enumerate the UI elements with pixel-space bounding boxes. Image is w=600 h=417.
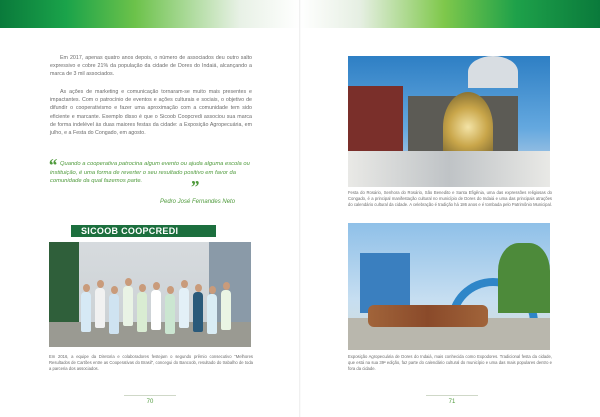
photo-sign — [71, 225, 216, 237]
person — [179, 288, 189, 328]
person — [109, 294, 119, 334]
left-header-band — [0, 0, 300, 28]
page-number-left: 70 — [140, 399, 160, 405]
person — [95, 288, 105, 328]
person-head — [223, 282, 230, 290]
quote-author: Pedro José Fernandes Neto — [160, 199, 236, 205]
person-head — [139, 284, 146, 292]
person-head — [97, 280, 104, 288]
photo-water-tower — [468, 56, 518, 88]
person-head — [195, 284, 202, 292]
photo-crowd — [348, 151, 550, 187]
expodores-caption: Exposição Agropecuária de Dores do Indaiá, mais conhecida como Expodores. Tradicional festa da cidade, que está na sua 39ª edição, faz parte do calendário cultural do município e uma das mais populares dentro e fora da cidade. — [348, 354, 552, 371]
right-page — [300, 0, 600, 417]
person-head — [209, 286, 216, 294]
photo-building-blue — [360, 253, 410, 313]
person — [193, 292, 203, 332]
paragraph-1 — [50, 54, 252, 79]
photo-trees — [498, 243, 550, 313]
person — [207, 294, 217, 334]
congado-caption: Festa do Rosário, Senhora do Rosário, São Benedito e Santa Efigênia, uma das expressões religiosas do Congado, é a principal manifestação cultural no município de Dores do Indaiá e uma das principais atrações do calendário cultural da cidade. A celebração é tradição há 186 anos e é tombada pelo Patrimônio Municipal. — [348, 190, 552, 207]
left-photo-caption: Em 2016, a equipe da Diretoria e colaboradores festejam o segundo prêmio consecutivo "Melhores Resultados de Cartões entre as Cooperativas do Brasil", concegui do Bancoob, resultado do trabalho de toda a parceria dos associados. — [49, 354, 253, 371]
person-head — [125, 278, 132, 286]
paragraph-2-text: As ações de marketing e comunicação tornaram-se muito mais presentes e impactantes. Com o patrocínio de eventos e ações culturais e sociais, o objetivo de difundir o cooperativismo e fazer uma aproximação com a comunidade tem sido eficiente e marcante. Exemplo disso é que o Sicoob Coopcredi associou sua marca de forma indelével às duas maiores festas da cidade: a Exposição Agropecuária, em julho, e a Festa do Congado, em agosto. — [50, 89, 252, 137]
paragraph-2 — [50, 88, 252, 137]
paragraph-1-text: Em 2017, apenas quatro anos depois, o número de associados deu outro salto expressivo e cobre 21% da população da cidade de Dores do Indaiá, alcançando a marca de 3 mil associados. — [50, 55, 252, 78]
person — [165, 294, 175, 334]
pull-quote — [48, 155, 255, 197]
sicoob-team-photo — [49, 222, 251, 347]
photo-sign-text: SICOOB COOPCREDI — [81, 226, 179, 236]
congado-festival-photo — [348, 56, 550, 187]
person — [81, 292, 91, 332]
person-head — [83, 284, 90, 292]
quote-text: Quando a cooperativa patrocina algum evento ou ajuda alguma escola ou instituição, é uma forma de reverter o seu resultado positivo em favor da comunidade da qual fazemos parte. — [50, 161, 250, 185]
person-head — [153, 282, 160, 290]
person-head — [181, 280, 188, 288]
right-header-band — [300, 0, 600, 28]
person — [151, 290, 161, 330]
person — [137, 292, 147, 332]
person — [221, 290, 231, 330]
person — [123, 286, 133, 326]
close-quote-icon: ” — [190, 177, 199, 197]
person-head — [167, 286, 174, 294]
open-quote-icon: “ — [48, 155, 57, 175]
page-number-right: 71 — [442, 399, 462, 405]
person-head — [111, 286, 118, 294]
book-spine — [299, 0, 301, 417]
photo-oxen-team — [368, 305, 488, 327]
expodores-photo — [348, 223, 550, 350]
